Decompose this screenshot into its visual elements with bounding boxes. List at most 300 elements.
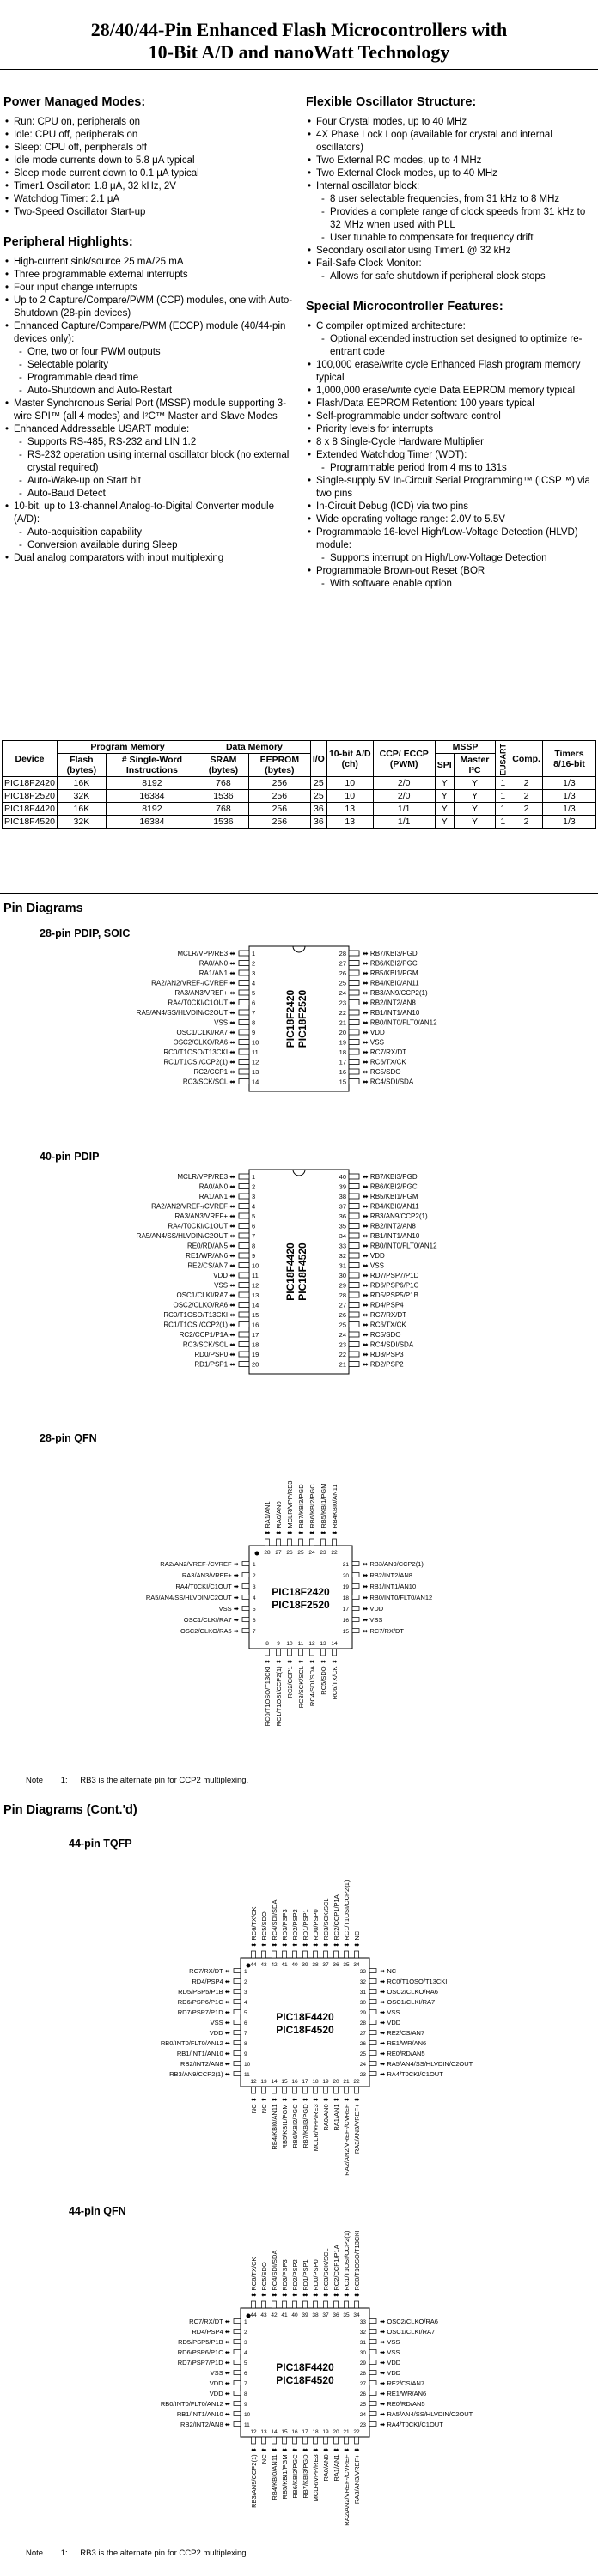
pin-pad <box>352 1629 359 1633</box>
pin-label: ⬌ RD3/PSP3 <box>363 1351 404 1358</box>
pin-label: RC3/SCK/SCL ⬌ <box>182 1078 235 1086</box>
pin-pad <box>310 1649 314 1656</box>
pin-label: RA4/T0CKI/C1OUT ⬌ <box>168 999 235 1007</box>
pin-pad <box>272 1951 277 1958</box>
pin-number: 21 <box>343 2079 350 2085</box>
pin-number: 27 <box>275 1550 282 1556</box>
pin-pad <box>234 2319 241 2324</box>
pin-pad <box>303 1951 308 1958</box>
pin-label: ⬌ OSC2/CLKO/RA6 <box>380 1988 438 1996</box>
pin-pad <box>234 1979 241 1984</box>
pin-pad <box>369 2010 376 2014</box>
pin-pad <box>349 1069 359 1074</box>
pin-pad <box>303 2301 308 2308</box>
device-cell: 256 <box>248 803 310 816</box>
pin-label: RD1/PSP1 ⬌ <box>194 1360 235 1369</box>
special-feature-item: • Extended Watchdog Timer (WDT): <box>306 449 595 462</box>
pin-label: ⬌ RE0/RD/AN5 <box>380 2050 425 2057</box>
pin-label: ⬌ RB3/AN9/CCP2(1) <box>363 1560 424 1568</box>
pin-label: ⬌ VSS <box>380 2008 400 2016</box>
pin-label: ⬍ RB5/KBI1/PGM <box>320 1483 327 1535</box>
pin-number: 44 <box>250 2312 257 2318</box>
pin-label: ⬌ RB1/INT1/AN10 <box>363 1232 420 1240</box>
pin-label: RB3/AN9/CCP2(1) ⬌ <box>169 2070 230 2078</box>
pin-label: RC0/T1OSO/T13CKI ⬍ <box>264 1659 272 1727</box>
power-mode-item: • Run: CPU on, peripherals on <box>3 116 296 129</box>
pin-number: 1 <box>244 2319 247 2325</box>
pin-number: 19 <box>342 1584 349 1590</box>
pin-label: RB0/INT0/FLT0/AN12 ⬌ <box>160 2039 230 2047</box>
pin-number: 36 <box>333 1962 339 1968</box>
device-cell: 32K <box>57 816 106 829</box>
pin-number: 13 <box>252 1068 259 1076</box>
pin-label: VSS ⬌ <box>210 2369 230 2377</box>
pin-label: RA5/AN4/SS/HLVDIN/C2OUT ⬌ <box>136 1009 235 1017</box>
pin-label: RD0/PSP0 ⬌ <box>194 1351 235 1358</box>
pin-label: RC1/T1OSI/CCP2(1) ⬌ <box>163 1321 235 1329</box>
pin-label: ⬍ RD1/PSP1 <box>302 2259 309 2298</box>
pin-label: ⬌ RB1/INT1/AN10 <box>363 1009 420 1017</box>
pin-label: ⬍ RC5/SDO <box>260 2262 268 2298</box>
pin-number: 18 <box>252 1340 259 1349</box>
pin-number: 40 <box>291 2312 298 2318</box>
pin-label: ⬍ RA0/AN0 <box>275 1501 283 1535</box>
pin-number: 3 <box>252 1193 256 1200</box>
peripheral-item: • Enhanced Addressable USART module: <box>3 423 296 436</box>
pin-number: 21 <box>339 1360 346 1369</box>
device-cell: 13 <box>326 816 373 829</box>
pin-label: ⬌ RC0/T1OSO/T13CKI <box>380 1978 448 1985</box>
device-cell: 1/1 <box>373 803 435 816</box>
pin-number: 2 <box>252 959 256 968</box>
pin-number: 14 <box>271 2079 278 2085</box>
pin-number: 7 <box>244 2381 247 2387</box>
pin-label: ⬌ RA5/AN4/SS/HLVDIN/C2OUT <box>380 2060 473 2068</box>
pin-pad <box>349 961 359 966</box>
peripheral-heading: Peripheral Highlights: <box>3 235 133 249</box>
pin-pad <box>272 2087 277 2093</box>
pin-pad <box>234 2422 241 2427</box>
pin-label: ⬌ VDD <box>363 1605 384 1613</box>
pin-pad <box>369 2330 376 2334</box>
pin-number: 24 <box>359 2412 366 2418</box>
pin-number: 38 <box>312 1962 319 1968</box>
chip-part-number: PIC18F2420 <box>284 989 296 1048</box>
pin-pad <box>334 2301 339 2308</box>
pin-label: RA1/AN1 ⬍ <box>333 2447 340 2482</box>
pin-pad <box>352 1562 359 1566</box>
device-cell: Y <box>435 790 454 803</box>
pin-label: ⬍ NC <box>353 1930 361 1947</box>
pin-pad <box>299 1649 303 1656</box>
peripheral-item: • Enhanced Capture/Compare/PWM (ECCP) module (40/44-pin devices only): <box>3 320 296 346</box>
pin-pad <box>239 1000 249 1005</box>
pin-label: ⬌ RD7/PSP7/P1D <box>363 1272 419 1279</box>
pin-number: 5 <box>253 1607 256 1613</box>
pin-pad <box>369 2000 376 2004</box>
device-row <box>3 803 596 816</box>
pin-label: RC3/SCK/SCL ⬍ <box>297 1659 305 1709</box>
device-cell: 10 <box>326 777 373 790</box>
pin-label: RB0/INT0/FLT0/AN12 ⬌ <box>160 2400 230 2408</box>
pin-label: ⬌ OSC1/CLKI/RA7 <box>380 2328 436 2336</box>
pin-number: 37 <box>322 2312 329 2318</box>
chip-part-number: PIC18F4420 <box>276 2011 334 2023</box>
pin-label: ⬌ VSS <box>380 2338 400 2346</box>
pin-pad <box>239 1069 249 1074</box>
pin-label: RB5/KBI1/PGM ⬍ <box>281 2097 289 2149</box>
peripheral-item: - One, two or four PWM outputs <box>3 346 296 359</box>
pin-pad <box>252 1951 256 1958</box>
pin-number: 27 <box>359 2031 366 2037</box>
pin-label: RB7/KBI3/PGD ⬍ <box>302 2097 309 2148</box>
special-feature-item: - Optional extended instruction set designed to optimize re-entrant code <box>306 333 595 359</box>
pin-pad <box>234 2350 241 2354</box>
pin-label: ⬌ RC7/RX/DT <box>363 1311 407 1319</box>
pin-number: 24 <box>308 1550 315 1556</box>
pin-number: 10 <box>244 2412 251 2418</box>
pin-label: ⬌ RB4/KBI0/AN11 <box>363 979 419 987</box>
note-label: Note <box>26 2549 44 2558</box>
peripheral-item: - Auto-Baud Detect <box>3 488 296 501</box>
pin-number: 21 <box>342 1562 349 1568</box>
device-cell: 36 <box>310 816 326 829</box>
oscillator-list <box>306 116 595 283</box>
pin-label: MCLR/VPP/RE3 ⬌ <box>177 1173 235 1181</box>
th-spi: SPI <box>435 754 454 777</box>
pin-number: 3 <box>252 969 256 977</box>
pin-pad <box>369 2062 376 2066</box>
pin-label: VDD ⬌ <box>209 2379 230 2387</box>
pin-pad <box>252 2301 256 2308</box>
pin-number: 37 <box>339 1202 346 1211</box>
pin-label: OSC2/CLKO/RA6 ⬌ <box>173 1038 235 1047</box>
pin-number: 12 <box>252 1058 259 1066</box>
pin-label: RC6/TX/CK ⬍ <box>331 1659 339 1700</box>
pin-number: 8 <box>252 1242 256 1250</box>
pin-number: 24 <box>339 1331 346 1339</box>
pin-number: 1 <box>244 1969 247 1975</box>
pin-number: 27 <box>339 1301 346 1309</box>
chip-part-number: PIC18F4520 <box>276 2374 334 2386</box>
pin-pad <box>333 1539 337 1546</box>
pdip40-diagram <box>0 1166 598 1406</box>
pin-number: 26 <box>286 1550 293 1556</box>
pin-pad <box>288 1649 292 1656</box>
pin-pad <box>239 1233 249 1238</box>
pin-number: 39 <box>302 1962 308 1968</box>
pin-pad <box>283 2301 287 2308</box>
pin-pad <box>349 1292 359 1297</box>
pin-label: ⬌ RE2/CS/AN7 <box>380 2029 425 2037</box>
oscillator-item: - Provides a complete range of clock speeds from 31 kHz to 32 MHz when used with PLL <box>306 206 595 232</box>
pin-number: 7 <box>252 1232 256 1240</box>
pin-number: 18 <box>342 1595 349 1601</box>
device-cell: 16384 <box>106 790 198 803</box>
pin-pad <box>314 2437 318 2444</box>
pin-number: 26 <box>359 2391 366 2397</box>
pin-number: 40 <box>291 1962 298 1968</box>
pin-pad <box>334 1951 339 1958</box>
pin-number: 21 <box>343 2429 350 2435</box>
pin-pad <box>239 1362 249 1367</box>
pin-pad <box>239 1332 249 1337</box>
pin-label: RD7/PSP7/P1D ⬌ <box>177 2008 230 2016</box>
pin-number: 1 <box>252 950 256 957</box>
pin-label: ⬌ RC7/RX/DT <box>363 1627 404 1635</box>
pin-label: NC ⬍ <box>260 2097 268 2114</box>
pin-pad <box>352 1584 359 1589</box>
device-cell: 256 <box>248 777 310 790</box>
pin-label: ⬌ RB5/KBI1/PGM <box>363 969 418 977</box>
pin-pad <box>314 1951 318 1958</box>
pin-pad <box>349 1362 359 1367</box>
pin-label: ⬌ VSS <box>363 1038 384 1047</box>
device-cell: 2 <box>510 790 543 803</box>
device-cell: 768 <box>198 777 249 790</box>
pin-pad <box>314 2301 318 2308</box>
pin-label: RA3/AN3/VREF+ ⬌ <box>181 1571 239 1579</box>
pin-number: 14 <box>252 1078 259 1086</box>
pin-pad <box>239 1020 249 1025</box>
pin-label: ⬌ RB3/AN9/CCP2(1) <box>363 1212 428 1220</box>
pin-number: 36 <box>339 1212 346 1220</box>
device-cell: 1 <box>496 777 510 790</box>
pin-number: 22 <box>339 1009 346 1017</box>
pin-label: ⬌ VDD <box>380 2369 401 2377</box>
pin-pad <box>242 1562 249 1566</box>
device-table <box>2 740 596 829</box>
pin-number: 25 <box>339 1321 346 1329</box>
pin-number: 39 <box>339 1182 346 1191</box>
pin-pad <box>369 2051 376 2056</box>
pin-label: RC7/RX/DT ⬌ <box>189 2318 230 2325</box>
pin-label: RA0/AN0 ⬍ <box>322 2447 330 2482</box>
pin-label: ⬌ OSC1/CLKI/RA7 <box>380 1998 436 2006</box>
pin-number: 40 <box>339 1173 346 1181</box>
pin-label: RC2/CCP1 ⬌ <box>193 1068 235 1076</box>
pin-label: VSS ⬌ <box>210 2019 230 2026</box>
pin-pad <box>239 1079 249 1084</box>
pin-label: RE1/WR/AN6 ⬌ <box>186 1252 235 1260</box>
device-cell: 8192 <box>106 777 198 790</box>
power-modes-heading: Power Managed Modes: <box>3 95 146 109</box>
pin-pad <box>310 1539 314 1546</box>
pin-pad <box>369 2371 376 2375</box>
pin-pad <box>239 1060 249 1065</box>
peripheral-item: • High-current sink/source 25 mA/25 mA <box>3 256 296 269</box>
pin-number: 12 <box>250 2079 257 2085</box>
pin-pad <box>349 1020 359 1025</box>
pin-label: ⬌ RB0/INT0/FLT0/AN12 <box>363 1594 433 1601</box>
device-cell: 13 <box>326 803 373 816</box>
pin-label: VSS ⬌ <box>214 1018 235 1027</box>
pin-pad <box>234 2391 241 2396</box>
pin-pad <box>303 2087 308 2093</box>
pin-pad <box>234 1969 241 1973</box>
pin-number: 16 <box>339 1068 346 1076</box>
pin-number: 7 <box>244 2031 247 2037</box>
pin-label: ⬌ RD4/PSP4 <box>363 1301 404 1309</box>
pin-label: RA1/AN1 ⬍ <box>333 2097 340 2131</box>
pin-number: 8 <box>244 2041 247 2047</box>
pin-pad <box>355 2437 359 2444</box>
pin-label: RA2/AN2/VREF-/CVREF ⬍ <box>343 2097 351 2176</box>
qfn28-diagram <box>0 1451 598 1769</box>
pin-pad <box>369 2391 376 2396</box>
pin-number: 25 <box>359 2051 366 2057</box>
oscillator-item: • Fail-Safe Clock Monitor: <box>306 258 595 270</box>
device-cell: 1 <box>496 790 510 803</box>
pin-pad <box>239 951 249 956</box>
pin-pad <box>242 1573 249 1577</box>
pin-pad <box>239 1213 249 1218</box>
special-feature-item: • In-Circuit Debug (ICD) via two pins <box>306 501 595 513</box>
pin-number: 13 <box>252 1291 259 1299</box>
pin-number: 20 <box>252 1360 259 1369</box>
pin-number: 43 <box>260 2312 267 2318</box>
pin-label: RC1/T1OSI/CCP2(1) ⬌ <box>163 1058 235 1066</box>
pin-pad <box>272 2437 277 2444</box>
pin-number: 10 <box>286 1641 293 1647</box>
pin-number: 3 <box>244 1990 247 1996</box>
pdip28-title: 28-pin PDIP, SOIC <box>40 927 131 939</box>
pin-pad <box>369 2350 376 2354</box>
pin-pad <box>314 2087 318 2093</box>
pin-pad <box>239 1010 249 1015</box>
pin-number: 32 <box>359 1979 366 1985</box>
pin-number: 11 <box>252 1272 259 1279</box>
pin-number: 15 <box>339 1078 346 1086</box>
th-io: I/O <box>310 741 326 777</box>
pin-pad <box>349 1352 359 1357</box>
device-cell: 16384 <box>106 816 198 829</box>
pin-pad <box>293 2437 297 2444</box>
pin-number: 32 <box>359 2330 366 2336</box>
pin-label: RA3/AN3/VREF+ ⬌ <box>174 989 235 997</box>
pin-pad <box>349 1224 359 1229</box>
pin-label: ⬍ RC6/TX/CK <box>250 2257 258 2298</box>
th-flash: Flash (bytes) <box>57 754 106 777</box>
device-cell: 1 <box>496 803 510 816</box>
device-cell: 1 <box>496 816 510 829</box>
pin-pad <box>334 2437 339 2444</box>
pin-pad <box>234 2041 241 2045</box>
qfn44-diagram <box>0 2222 598 2540</box>
pin-label: MCLR/VPP/RE3 ⬌ <box>177 950 235 957</box>
pin-label: RA0/AN0 ⬌ <box>198 1182 235 1191</box>
pin-number: 2 <box>252 1182 256 1191</box>
pin-number: 8 <box>265 1641 269 1647</box>
pin-number: 10 <box>252 1038 259 1047</box>
pin-pad <box>349 1040 359 1045</box>
pin-number: 17 <box>302 2429 308 2435</box>
pin-pad <box>352 1618 359 1622</box>
pin-number: 26 <box>339 1311 346 1319</box>
pin-number: 6 <box>252 1222 256 1230</box>
pin-number: 6 <box>244 2371 247 2377</box>
pin-number: 26 <box>339 969 346 977</box>
qfn28-title: 28-pin QFN <box>40 1432 97 1444</box>
pin-number: 2 <box>253 1573 256 1579</box>
pin-pad <box>369 1969 376 1973</box>
pin-label: RE2/CS/AN7 ⬌ <box>187 1261 235 1270</box>
pin-pad <box>242 1629 249 1633</box>
peripheral-item: • Dual analog comparators with input multiplexing <box>3 552 296 565</box>
pin-number: 22 <box>353 2429 360 2435</box>
pin-label: ⬌ RC4/SDI/SDA <box>363 1340 414 1349</box>
pin-number: 28 <box>339 1291 346 1299</box>
pin-label: RB2/INT2/AN8 ⬌ <box>180 2060 230 2068</box>
peripheral-item: - Auto-Shutdown and Auto-Restart <box>3 385 296 398</box>
pin-label: RA3/AN3/VREF+ ⬌ <box>174 1212 235 1220</box>
pin-label: RA4/T0CKI/C1OUT ⬌ <box>168 1222 235 1230</box>
pin-label: ⬌ RC4/SDI/SDA <box>363 1078 414 1086</box>
pin-label: ⬌ RB6/KBI2/PGC <box>363 1182 418 1191</box>
pin-number: 10 <box>252 1261 259 1270</box>
pin-label: ⬍ RB6/KBI2/PGC <box>308 1484 316 1535</box>
pin-label: ⬌ RB2/INT2/AN8 <box>363 1222 416 1230</box>
pin-label: RB3/AN9/CCP2(1) ⬍ <box>250 2447 258 2508</box>
pin-label: MCLR/VPP/RE3 ⬍ <box>312 2097 320 2152</box>
pdip28-diagram <box>0 943 598 1123</box>
pin-label: ⬍ RD3/PSP3 <box>281 2259 289 2298</box>
note-text: RB3 is the alternate pin for CCP2 multiplexing. <box>80 1776 249 1785</box>
pin-pad <box>239 970 249 975</box>
pin-label: ⬌ RB7/KBI3/PGD <box>363 950 418 957</box>
page-title <box>0 19 598 64</box>
pin-label: VDD ⬌ <box>209 2390 230 2397</box>
oscillator-item: • Two External Clock modes, up to 40 MHz <box>306 167 595 180</box>
pin-number: 22 <box>353 2079 360 2085</box>
chip-part-number: PIC18F4420 <box>284 1242 296 1301</box>
pin-pad <box>369 2020 376 2025</box>
pin-number: 6 <box>253 1618 256 1624</box>
pin-label: VDD ⬌ <box>213 1272 235 1279</box>
pin-number: 28 <box>339 950 346 957</box>
power-mode-item: • Watchdog Timer: 2.1 μA <box>3 193 296 206</box>
pin-pad <box>349 1273 359 1278</box>
pin-label: ⬍ RC2/CCP1/P1A <box>333 1894 340 1947</box>
pin-number: 27 <box>339 959 346 968</box>
pin-number: 28 <box>264 1550 271 1556</box>
pin-pad <box>349 1049 359 1054</box>
pin-label: ⬌ RE0/RD/AN5 <box>380 2400 425 2408</box>
pin-pad <box>242 1607 249 1611</box>
device-name-cell: PIC18F2420 <box>3 777 58 790</box>
pin-label: ⬌ RC5/SDO <box>363 1068 401 1076</box>
pin-label: RC7/RX/DT ⬌ <box>189 1967 230 1975</box>
oscillator-item: • Secondary oscillator using Timer1 @ 32 kHz <box>306 245 595 258</box>
pin-label: ⬍ RC5/SDO <box>260 1911 268 1947</box>
pin-label: RB6/KBI2/PGC ⬍ <box>291 2447 299 2499</box>
pin-number: 34 <box>353 1962 360 1968</box>
pin-pad <box>349 1079 359 1084</box>
device-row <box>3 777 596 790</box>
pin-number: 14 <box>252 1301 259 1309</box>
pin-number: 12 <box>250 2429 257 2435</box>
pin-number: 16 <box>291 2079 298 2085</box>
device-row <box>3 816 596 829</box>
pin-number: 3 <box>244 2340 247 2346</box>
pin-number: 23 <box>320 1550 326 1556</box>
oscillator-item: - User tunable to compensate for frequency drift <box>306 232 595 245</box>
pin-label: RB1/INT1/AN10 ⬌ <box>176 2050 230 2057</box>
pin-pad <box>369 1990 376 1994</box>
pin-number: 7 <box>253 1629 256 1635</box>
power-mode-item: • Idle: CPU off, peripherals on <box>3 129 296 142</box>
pin-label: RA5/AN4/SS/HLVDIN/C2OUT ⬌ <box>136 1232 235 1240</box>
